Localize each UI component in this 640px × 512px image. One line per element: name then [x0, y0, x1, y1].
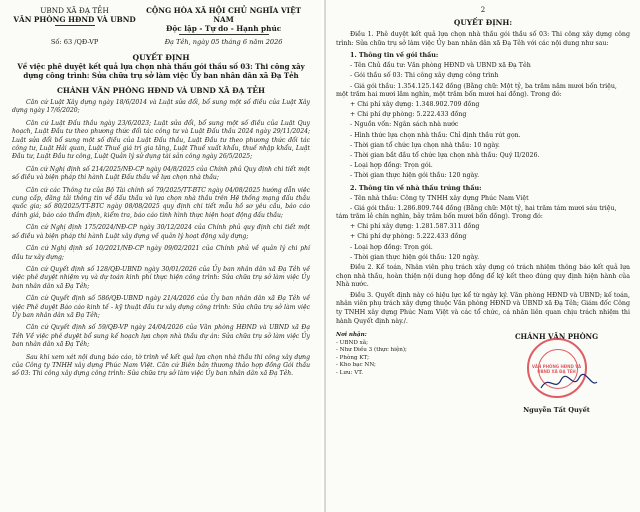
- issuing-authority: CHÁNH VĂN PHÒNG HĐND VÀ UBND XÃ ĐẠ TẺH: [56, 86, 266, 95]
- decision-heading: QUYẾT ĐỊNH:: [453, 18, 513, 27]
- legal-basis: Căn cứ các Thông tư của Bộ Tài chính số 79/2025/TT-BTC ngày 04/08/2025 hướng dẫn việc cung cấp, đăng tải thông tin về đấu thầu và lựa chọn nhà thầu trên Hệ thống mạng đấu thầu quốc gia; số 80/2025/TT-BTC ngày 08/08/2025 quy định chi tiết mẫu hồ sơ yêu cầu, báo cáo đánh giá, báo cáo thẩm định, kiểm tra, báo cáo tình hình thực hiện hoạt động đấu thầu;: [12, 186, 310, 219]
- motto: Độc lập - Tự do - Hạnh phúc: [165, 24, 282, 33]
- signer-name: Nguyễn Tất Quyết: [523, 406, 590, 415]
- number-date-row: [12, 38, 310, 46]
- recipients: [336, 332, 465, 414]
- document-number: Số: 63 /QĐ-VP: [50, 38, 99, 46]
- divider: [55, 25, 95, 26]
- legal-bases: [12, 99, 310, 379]
- document-subject: Về việc phê duyệt kết quả lựa chọn nhà thầu gói thầu số 03: Thi công xây dựng công trình: Sửa chữa trụ sở làm việc Ủy ban nhân dân xã Đạ Tẻh: [17, 62, 305, 80]
- list-item: - Giá gói thầu: 1.354.125.142 đồng (Bằng chữ: Một tỷ, ba trăm năm mươi bốn triệu, một trăm hai mươi lăm nghìn, một trăm bốn mươi hai đồng). Trong đó:: [336, 82, 617, 98]
- footer: [336, 332, 630, 414]
- list-item: - Thời gian bắt đầu tổ chức lựa chọn nhà thầu: Quý II/2026.: [350, 152, 540, 160]
- list-item: + Chi phí xây dựng: 1.281.587.311 đồng: [350, 223, 480, 231]
- issuing-agency: [12, 6, 137, 37]
- recipients-title: Nơi nhận:: [336, 332, 367, 339]
- recipient: - Phòng KT;: [336, 354, 369, 361]
- article-1: Điều 1. Phê duyệt kết quả lựa chọn nhà thầu gói thầu số 03: Thi công xây dựng công trình: Sửa chữa trụ sở làm việc Ủy ban nhân dân xã Đạ Tẻh với các nội dung như sau:: [336, 31, 630, 47]
- section-contractor-title: 2. Thông tin về nhà thầu trúng thầu:: [350, 183, 482, 192]
- national-motto: [137, 6, 310, 37]
- list-item: - Hình thức lựa chọn nhà thầu: Chỉ định thầu rút gọn.: [350, 131, 521, 139]
- legal-basis: Căn cứ Quyết định số 59/QĐ-VP ngày 24/04/2026 của Văn phòng HĐND và UBND xã Đạ Tẻh Về việc phê duyệt bổ sung kế hoạch lựa chọn nhà thầu dự án: Sửa chữa trụ sở làm việc Ủy ban nhân dân xã Đạ Tẻh;: [12, 324, 310, 349]
- legal-basis: Căn cứ Quyết định số 586/QĐ-UBND ngày 21/4/2026 của Ủy ban nhân dân xã Đạ Tẻh về việc Phê duyệt Báo cáo kinh tế - kỹ thuật đầu tư xây dựng công trình: Sửa chữa trụ sở làm việc Ủy ban nhân dân xã Đạ Tẻh;: [12, 295, 310, 319]
- signer-title: CHÁNH VĂN PHÒNG: [514, 332, 599, 342]
- list-item: + Chi phí dự phòng: 5.222.433 đồng: [350, 233, 467, 241]
- article-2: Điều 2. Kế toán, Nhân viên phụ trách xây dựng có trách nhiệm thông báo kết quả lựa chọn nhà thầu, hoàn thiện nội dung hợp đồng để ký kết theo đúng quy định hiện hành của Nhà nước.: [336, 264, 630, 289]
- recipient: - Kho bạc NN;: [336, 362, 376, 369]
- section-package-info: [336, 62, 630, 180]
- list-item: - Thời gian thực hiện gói thầu: 120 ngày.: [350, 253, 480, 261]
- list-item: - Tên Chủ đầu tư: Văn phòng HĐND và UBND xã Đạ Tẻh: [350, 62, 531, 70]
- agency-parent: UBND XÃ ĐẠ TẺH: [40, 6, 109, 15]
- recipient: - UBND xã;: [336, 339, 369, 346]
- agency-name: VĂN PHÒNG HĐND VÀ UBND: [13, 15, 136, 24]
- divider: [179, 34, 269, 35]
- signature-block: [483, 332, 630, 414]
- page-number: 2: [480, 6, 486, 14]
- section-contractor-info: [336, 195, 630, 262]
- recipient: - Như Điều 3 (thực hiện);: [336, 347, 407, 354]
- country-name: CỘNG HÒA XÃ HỘI CHỦ NGHĨA VIỆT NAM: [146, 6, 302, 24]
- list-item: + Chi phí xây dựng: 1.348.902.709 đồng: [350, 101, 480, 108]
- list-item: - Tên nhà thầu: Công ty TNHH xây dựng Phúc Nam Việt: [350, 194, 529, 202]
- legal-basis: Căn cứ Quyết định số 128/QĐ-UBND ngày 30/01/2026 của Ủy ban nhân dân xã Đạ Tẻh về việc phê duyệt nhiệm vụ và dự toán kinh phí thực hiện công trình: Sửa chữa trụ sở làm việc Ủy ban nhân dân xã Đạ Tẻh;: [12, 265, 310, 290]
- legal-basis: Sau khi xem xét nội dung báo cáo, tờ trình về kết quả lựa chọn nhà thầu thi công xây dựng của Công ty TNHH xây dựng Phúc Nam Việt. Căn cứ Biên bản thương thảo hợp đồng Gói thầu số 03: Thi công xây dựng công trình: Sửa chữa trụ sở làm việc Ủy ban nhân dân xã Đạ Tẻh.: [12, 353, 310, 378]
- legal-basis: Căn cứ Luật Xây dựng ngày 18/6/2014 và Luật sửa đổi, bổ sung một số điều của Luật Xây dựng ngày 17/6/2020;: [12, 99, 310, 115]
- list-item: - Giá gói thầu: 1.286.809.744 đồng (Bằng chữ: Một tỷ, hai trăm tám mươi sáu triệu, tám trăm lẻ chín nghìn, bảy trăm bốn mươi bốn đồng). Trong đó:: [336, 204, 617, 221]
- place-date: Đạ Tẻh, ngày 05 tháng 6 năm 2026: [164, 38, 283, 46]
- list-item: + Chi phí dự phòng: 5.222.433 đồng: [350, 111, 467, 119]
- document-page-2: [324, 0, 640, 512]
- list-item: - Loại hợp đồng: Trọn gói.: [350, 162, 433, 170]
- list-item: - Loại hợp đồng: Trọn gói.: [350, 243, 433, 251]
- list-item: - Gói thầu số 03: Thi công xây dựng công trình: [350, 72, 499, 80]
- document-type: QUYẾT ĐỊNH: [132, 53, 190, 62]
- recipient: - Lưu: VT.: [336, 369, 363, 376]
- legal-basis: Căn cứ Nghị định số 214/2025/NĐ-CP ngày 04/8/2025 của Chính phủ Quy định chi tiết một số điều và biện pháp thi hành Luật Đấu thầu về lựa chọn nhà thầu;: [12, 165, 310, 182]
- legal-basis: Căn cứ Nghị định số 10/2021/NĐ-CP ngày 09/02/2021 của Chính phủ về quản lý chi phí đầu tư xây dựng;: [12, 245, 310, 261]
- section-package-info-title: 1. Thông tin về gói thầu:: [350, 51, 439, 60]
- list-item: - Thời gian thực hiện gói thầu: 120 ngày.: [350, 172, 480, 180]
- article-3: Điều 3. Quyết định này có hiệu lực kể từ ngày ký. Văn phòng HĐND và UBND; kế toán, nhân viên phụ trách xây dựng thuộc Văn phòng HĐND và UBND xã Đạ Tẻh; Giám đốc Công ty TNHH xây dựng Phúc Nam Việt và các tổ chức, cá nhân liên quan chịu trách nhiệm thi hành Quyết định này./.: [336, 291, 630, 325]
- legal-basis: Căn cứ Nghị định 175/2024/NĐ-CP ngày 30/12/2024 của Chính phủ quy định chi tiết một số điều và biện pháp thi hành Luật xây dựng về quản lý hoạt động xây dựng;: [12, 224, 310, 240]
- legal-basis: Căn cứ Luật Đấu thầu ngày 23/6/2023; Luật sửa đổi, bổ sung một số điều của Luật Quy hoạch, Luật Đầu tư theo phương thức đối tác công tư và Luật Đấu thầu 2024 ngày 29/11/2024; Luật sửa đổi bổ sung một số điều của Luật Đấu thầu, Luật Đầu tư theo phương thức đối tác công tư, Luật Hải quan, Luật Thuế giá trị gia tăng, Luật Thuế xuất khẩu, thuế nhập khẩu, Luật Đầu tư, Luật Đầu tư công, Luật Quản lý sử dụng tài sản công ngày 26/5/2025;: [12, 119, 310, 161]
- seal-text: VĂN PHÒNG HĐND VÀ UBND XÃ ĐẠ TẺH: [531, 364, 582, 375]
- signature-icon: [539, 372, 599, 394]
- header: [12, 6, 310, 37]
- list-item: - Nguồn vốn: Ngân sách nhà nước: [350, 121, 459, 129]
- list-item: - Thời gian tổ chức lựa chọn nhà thầu: 10 ngày.: [350, 141, 500, 149]
